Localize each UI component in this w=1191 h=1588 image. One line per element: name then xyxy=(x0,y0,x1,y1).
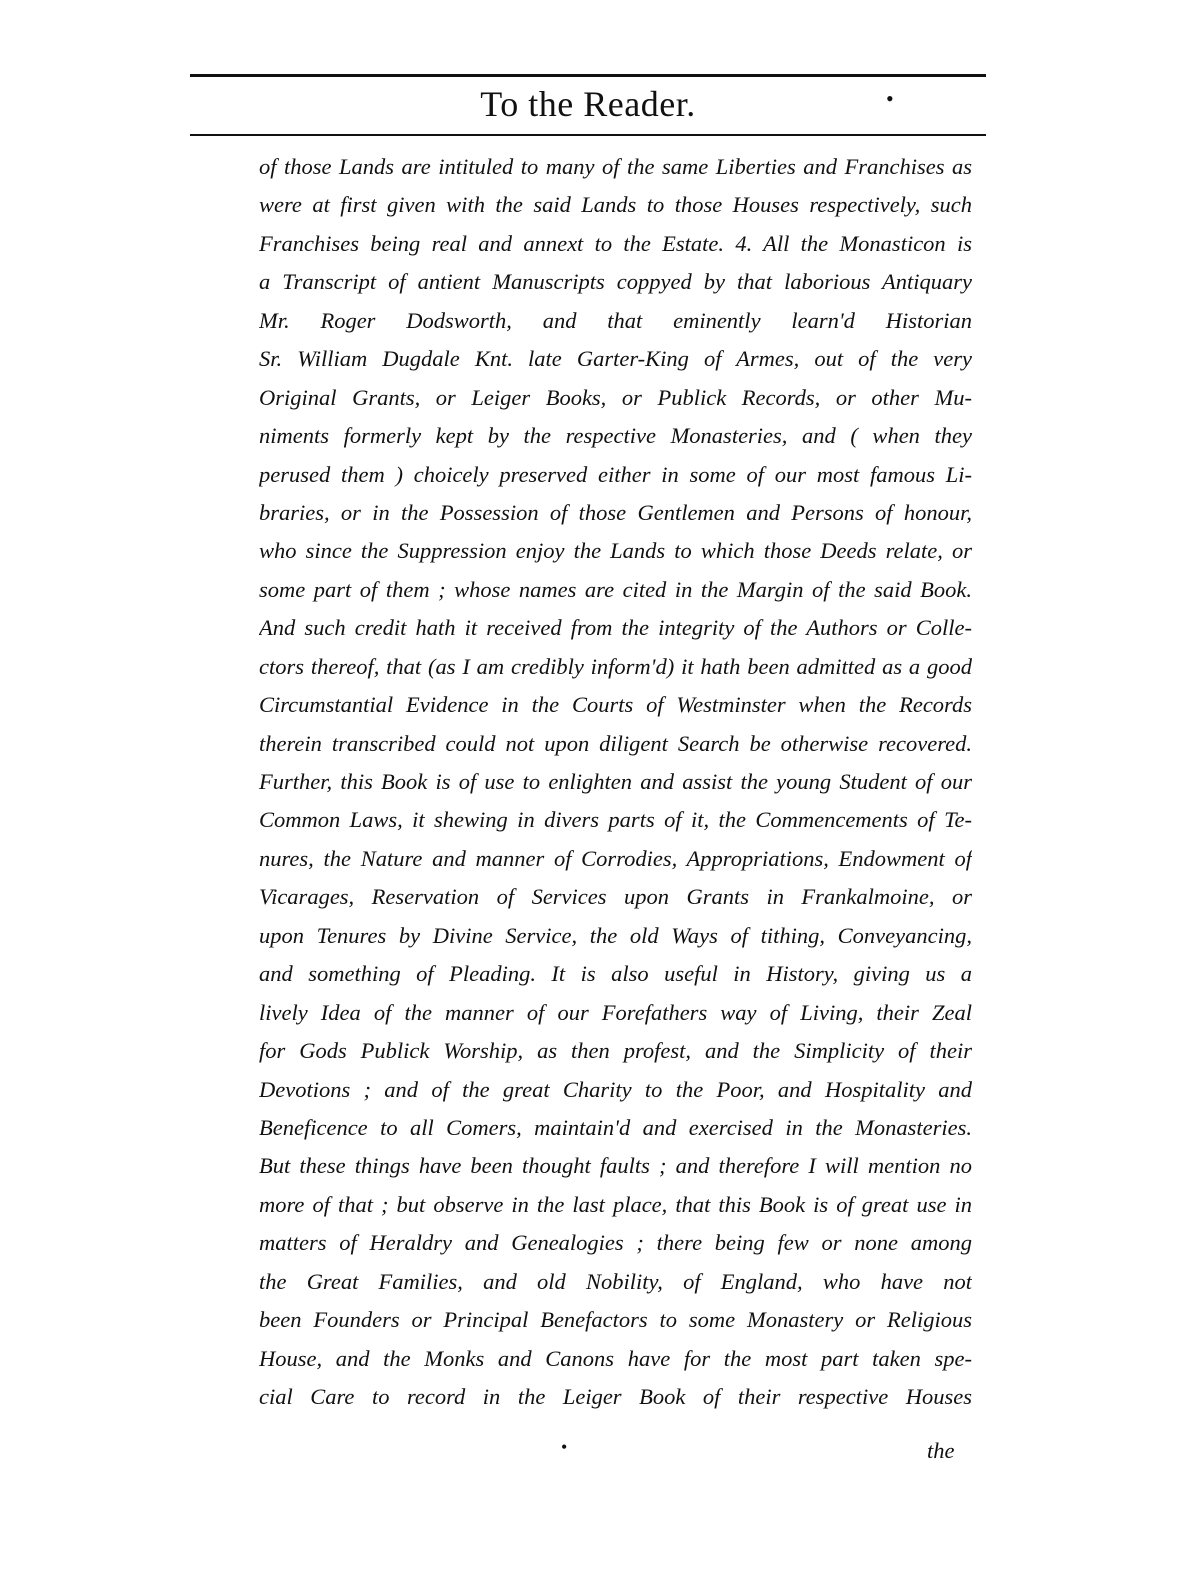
text-line: And such credit hath it received from the integrity of the Authors or Colle- xyxy=(259,615,972,641)
text-line: upon Tenures by Divine Service, the old Ways of tithing, Conveyancing, xyxy=(259,922,972,948)
text-line: cial Care to record in the Leiger Book of their respective Houses xyxy=(259,1384,972,1409)
text-line: House, and the Monks and Canons have for the most part taken spe- xyxy=(259,1345,972,1371)
text-line: were at first given with the said Lands to those Houses respectively, such xyxy=(259,192,972,218)
text-line: Sr. William Dugdale Knt. late Garter-King of Armes, out of the very xyxy=(259,346,972,372)
body-text xyxy=(259,148,972,1416)
text-line: ctors thereof, that (as I am credibly inform'd) it hath been admitted as a good xyxy=(259,653,972,679)
text-line: Original Grants, or Leiger Books, or Publick Records, or other Mu- xyxy=(259,384,972,410)
text-line: lively Idea of the manner of our Forefathers way of Living, their Zeal xyxy=(259,999,972,1025)
text-line: Vicarages, Reservation of Services upon Grants in Frankalmoine, or xyxy=(259,884,972,910)
text-line: niments formerly kept by the respective Monasteries, and ( when they xyxy=(259,423,972,449)
header-dot-mark: • xyxy=(886,86,894,111)
stray-ink-mark: • xyxy=(561,1437,568,1457)
text-line: the Great Families, and old Nobility, of England, who have not xyxy=(259,1268,972,1294)
top-rule xyxy=(190,74,986,77)
text-line: Common Laws, it shewing in divers parts of it, the Commencements of Te- xyxy=(259,807,972,833)
text-line: Beneficence to all Comers, maintain'd and exercised in the Monasteries. xyxy=(259,1114,972,1140)
text-line: a Transcript of antient Manuscripts coppyed by that laborious Antiquary xyxy=(259,269,972,295)
text-line: who since the Suppression enjoy the Lands to which those Deeds relate, or xyxy=(259,538,972,564)
text-line: of those Lands are intituled to many of the same Liberties and Franchises as xyxy=(259,154,972,179)
text-line: braries, or in the Possession of those Gentlemen and Persons of honour, xyxy=(259,499,972,525)
text-line: Franchises being real and annext to the Estate. 4. All the Monasticon is xyxy=(259,230,972,256)
text-line: Devotions ; and of the great Charity to the Poor, and Hospitality and xyxy=(259,1076,972,1102)
catchword: the xyxy=(927,1438,955,1463)
text-line: nures, the Nature and manner of Corrodies, Appropriations, Endowment of xyxy=(259,845,972,871)
text-line: and something of Pleading. It is also useful in History, giving us a xyxy=(259,961,972,987)
text-line: Further, this Book is of use to enlighten and assist the young Student of our xyxy=(259,769,972,794)
text-line: more of that ; but observe in the last place, that this Book is of great use in xyxy=(259,1191,972,1217)
text-line: for Gods Publick Worship, as then profest, and the Simplicity of their xyxy=(259,1038,972,1064)
text-line: some part of them ; whose names are cited in the Margin of the said Book. xyxy=(259,576,972,602)
text-line: matters of Heraldry and Genealogies ; there being few or none among xyxy=(259,1230,972,1256)
text-line: perused them ) choicely preserved either in some of our most famous Li- xyxy=(259,461,972,487)
header-rule xyxy=(190,134,986,136)
running-head: To the Reader. xyxy=(480,84,696,124)
text-line: Mr. Roger Dodsworth, and that eminently learn'd Historian xyxy=(259,307,972,333)
text-line: been Founders or Principal Benefactors to some Monastery or Religious xyxy=(259,1307,972,1333)
text-line: Circumstantial Evidence in the Courts of Westminster when the Records xyxy=(259,692,972,718)
text-line: But these things have been thought faults ; and therefore I will mention no xyxy=(259,1153,972,1179)
text-line: therein transcribed could not upon diligent Search be otherwise recovered. xyxy=(259,730,972,756)
